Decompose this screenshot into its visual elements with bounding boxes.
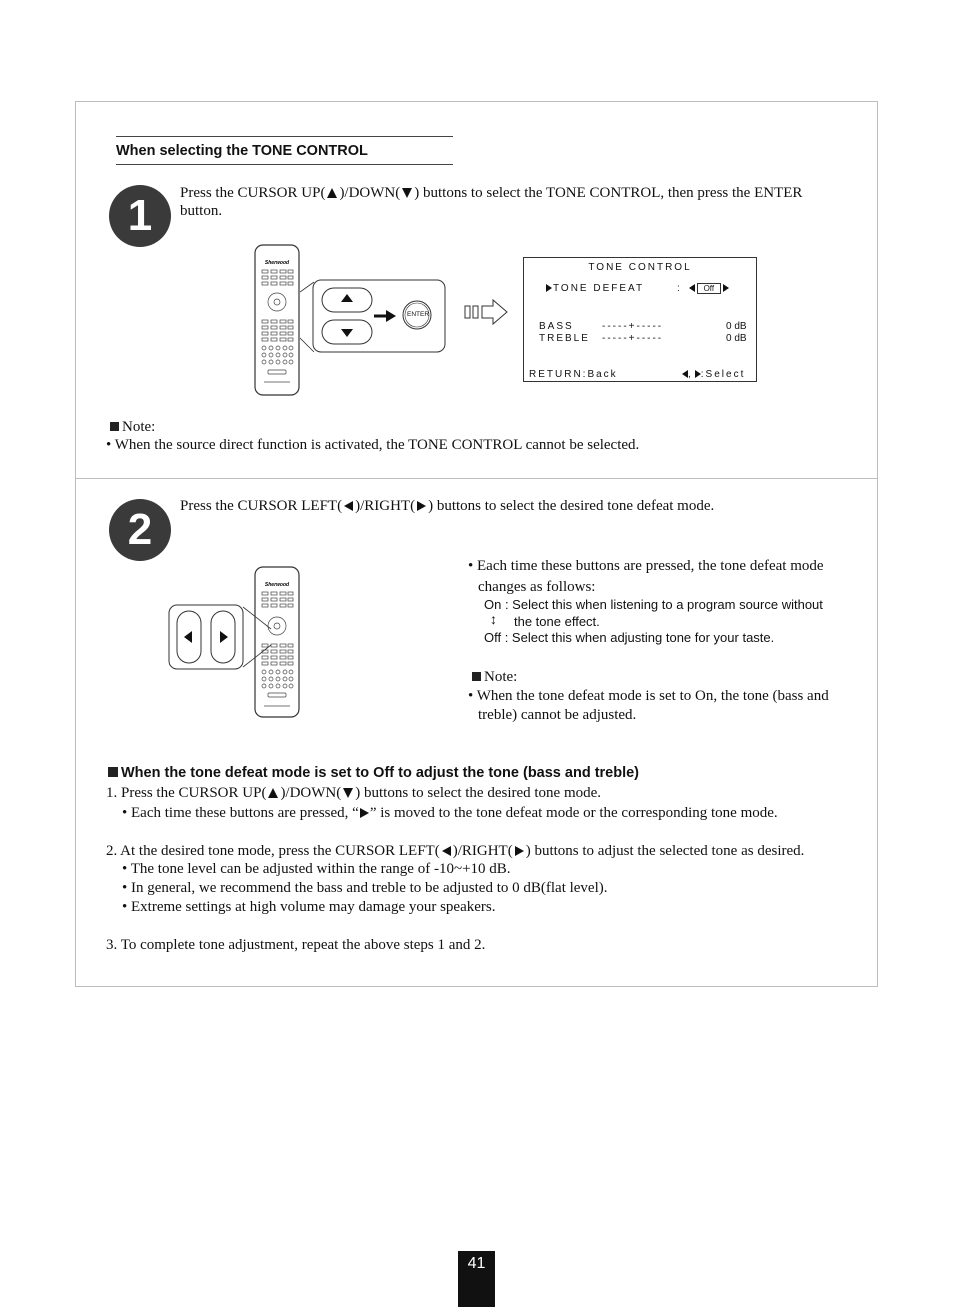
osd-treble-value: 0 dB (726, 333, 747, 344)
osd-tone-defeat-row: TONE DEFEAT (546, 283, 644, 294)
section-divider (75, 478, 878, 479)
osd-treble-label: TREBLE (539, 333, 590, 344)
adjust-step-2: 2. At the desired tone mode, press the CURSOR LEFT( )/RIGHT( ) buttons to adjust the selected tone as desired. (106, 843, 805, 859)
enter-button: ENTER (406, 311, 430, 318)
up-arrow-icon (327, 188, 337, 198)
adjust-step-1: 1. Press the CURSOR UP( )/DOWN( ) buttons to select the desired tone mode. (106, 785, 602, 801)
step-1-text: Press the CURSOR UP( )/DOWN( ) buttons to select the TONE CONTROL, then press the ENTER button. (180, 185, 803, 219)
osd-bass-value: 0 dB (726, 321, 747, 332)
off-mode-line: Off : Select this when adjusting tone for your taste. (484, 630, 775, 645)
left-arrow-icon (442, 846, 451, 856)
right-arrow-icon (723, 284, 729, 292)
each-time-line-2: changes as follows: (478, 579, 596, 595)
osd-cursor-icon (546, 284, 552, 292)
note-2-line-2: treble) cannot be adjusted. (478, 707, 637, 723)
adjust-step-1-bullet: • Each time these buttons are pressed, “ ” is moved to the tone defeat mode or the corresponding tone mode. (122, 805, 778, 821)
square-bullet-icon (472, 672, 481, 681)
square-bullet-icon (108, 767, 118, 777)
each-time-line-1: • Each time these buttons are pressed, the tone defeat mode (468, 558, 824, 574)
right-arrow-icon (515, 846, 524, 856)
svg-text:Sherwood: Sherwood (264, 260, 290, 266)
note-1-text: • When the source direct function is activated, the TONE CONTROL cannot be selected. (106, 437, 640, 453)
osd-screen (523, 257, 757, 382)
step-2-text: Press the CURSOR LEFT( )/RIGHT( ) buttons to select the desired tone defeat mode. (180, 498, 715, 514)
remote-control-icon (254, 244, 300, 396)
adjust-step-2-bullet: • In general, we recommend the bass and treble to be adjusted to 0 dB(flat level). (122, 880, 608, 896)
osd-bass-scale: -----+----- (602, 321, 664, 332)
step-1-number: 1 (109, 185, 171, 247)
outline-right-arrow-icon (463, 298, 509, 326)
note-2-line-1: • When the tone defeat mode is set to On, the tone (bass and (468, 688, 829, 704)
left-arrow-icon (682, 370, 688, 378)
bass-treble-heading: When the tone defeat mode is set to Off to adjust the tone (bass and treble) (108, 764, 639, 782)
left-arrow-icon (689, 284, 695, 292)
on-mode-line-1: On : Select this when listening to a program source without (484, 597, 823, 612)
square-bullet-icon (110, 422, 119, 431)
osd-select-text: , :Select (682, 369, 745, 380)
on-mode-line-2: the tone effect. (514, 614, 600, 629)
page-number: 41 (458, 1251, 495, 1307)
cursor-arrow-icon (360, 808, 369, 818)
down-arrow-icon (343, 788, 353, 798)
svg-text:Sherwood: Sherwood (264, 582, 290, 588)
step-2-number: 2 (109, 499, 171, 561)
adjust-step-3: 3. To complete tone adjustment, repeat the above steps 1 and 2. (106, 937, 486, 953)
osd-title: TONE CONTROL (588, 262, 692, 273)
note-2-heading: Note: (472, 668, 517, 686)
adjust-step-2-bullet: • Extreme settings at high volume may damage your speakers. (122, 899, 496, 915)
toggle-arrow-icon: ↕ (490, 611, 497, 627)
right-arrow-icon (417, 501, 426, 511)
down-arrow-icon (402, 188, 412, 198)
cursor-left-right-callout (167, 603, 277, 671)
section-title: When selecting the TONE CONTROL (116, 136, 453, 165)
osd-tone-defeat-value: : Off (677, 283, 731, 294)
osd-return-text: RETURN:Back (529, 369, 618, 380)
up-arrow-icon (268, 788, 278, 798)
adjust-step-2-bullet: • The tone level can be adjusted within the range of -10~+10 dB. (122, 861, 511, 877)
note-1-heading: Note: (110, 418, 155, 436)
osd-treble-scale: -----+----- (602, 333, 664, 344)
left-arrow-icon (344, 501, 353, 511)
osd-bass-label: BASS (539, 321, 574, 332)
